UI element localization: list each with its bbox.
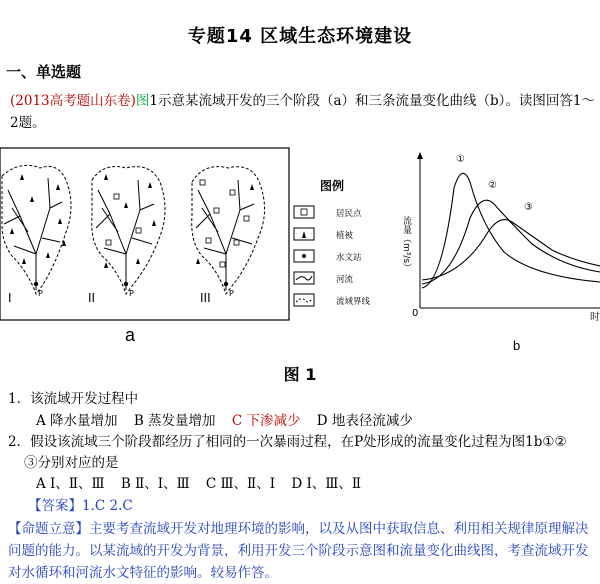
stage-2-label: II — [88, 291, 96, 305]
legend-station — [294, 250, 362, 263]
svg-text:河流: 河流 — [336, 275, 354, 285]
analysis-label: 【命题立意】 — [8, 521, 89, 537]
curve-label-2: ② — [488, 180, 497, 191]
figure-b-label: b — [513, 338, 521, 353]
q2-option-c: C Ⅲ、Ⅱ、Ⅰ — [205, 476, 276, 492]
question-1-options — [36, 411, 600, 432]
point-p-label-3: P — [229, 289, 234, 298]
intro-text: 1示意某流域开发的三个阶段（a）和三条流量变化曲线（b）。读图回答1～2题。 — [10, 93, 596, 131]
section-heading: 一、单选题 — [6, 63, 82, 81]
svg-text:植被: 植被 — [336, 231, 354, 241]
question-intro — [10, 90, 595, 134]
q1-option-b: B 蒸发量增加 — [133, 413, 216, 429]
curve-2 — [422, 200, 600, 284]
stage-3-label: III — [200, 291, 211, 305]
curve-label-1: ① — [456, 154, 465, 165]
legend-river — [294, 272, 354, 285]
figure-b-hydrograph — [392, 148, 600, 328]
figure-caption: 图 1 — [283, 365, 317, 384]
curve-label-3: ③ — [524, 202, 533, 213]
q1-option-c: C 下渗减少 — [231, 413, 301, 429]
stage-1-basin — [2, 165, 71, 305]
analysis-paragraph — [8, 518, 596, 584]
figure-reference: 图 — [135, 93, 150, 109]
svg-text:流域界线: 流域界线 — [336, 297, 371, 307]
stage-2-basin — [88, 167, 165, 306]
legend-vegetation — [294, 228, 354, 241]
legend-title: 图例 — [320, 179, 345, 193]
curve-3 — [422, 220, 600, 280]
figure-a-basin-map — [0, 146, 292, 326]
source-tag: (2013高考题山东卷) — [10, 93, 136, 109]
svg-text:水文站: 水文站 — [336, 253, 362, 263]
q2-option-d: D Ⅰ、Ⅲ、Ⅱ — [291, 476, 362, 492]
stage-1-label: I — [8, 291, 12, 305]
page-title: 专题14 区域生态环境建设 — [187, 26, 413, 47]
question-1-stem: 1．该流域开发过程中 — [8, 391, 139, 407]
legend-boundary — [294, 294, 371, 307]
figure-a-label: a — [125, 325, 136, 345]
axis-origin: 0 — [412, 308, 419, 319]
legend-settlement — [294, 206, 362, 219]
q1-option-a: A 降水量增加 — [36, 413, 118, 429]
stage-3-basin — [192, 167, 265, 305]
question-2-stem-cont: ③分别对应的是 — [24, 455, 119, 471]
q2-option-b: B Ⅱ、Ⅰ、Ⅲ — [120, 476, 190, 492]
curve-1 — [422, 173, 600, 288]
point-p-label-1: P — [38, 289, 43, 298]
question-2-options — [36, 474, 600, 495]
axis-xlabel: 时 — [590, 312, 600, 323]
q2-option-a: A Ⅰ、Ⅱ、Ⅲ — [36, 476, 105, 492]
analysis-text: 主要考查流域开发对地理环境的影响，以及从图中获取信息、利用相关规律原理解决问题的能力。以某流域的开发为背景，利用开发三个阶段示意图和流量变化曲线图，考查流域开发对水循环和河流水文特征的影响。较易作答。 — [8, 521, 589, 581]
svg-text:居民点: 居民点 — [336, 209, 362, 219]
question-2-stem: 2．假设该流域三个阶段都经历了相同的一次暴雨过程，在P处形成的流量变化过程为图1b①② — [8, 434, 567, 450]
point-p-label-2: P — [129, 289, 134, 298]
figure-a-legend — [290, 172, 392, 312]
axis-ylabel: 流量（m³/s） — [401, 216, 411, 273]
answer-line: 【答案】1.C 2.C — [28, 498, 133, 514]
q1-option-d: D 地表径流减少 — [316, 413, 413, 429]
